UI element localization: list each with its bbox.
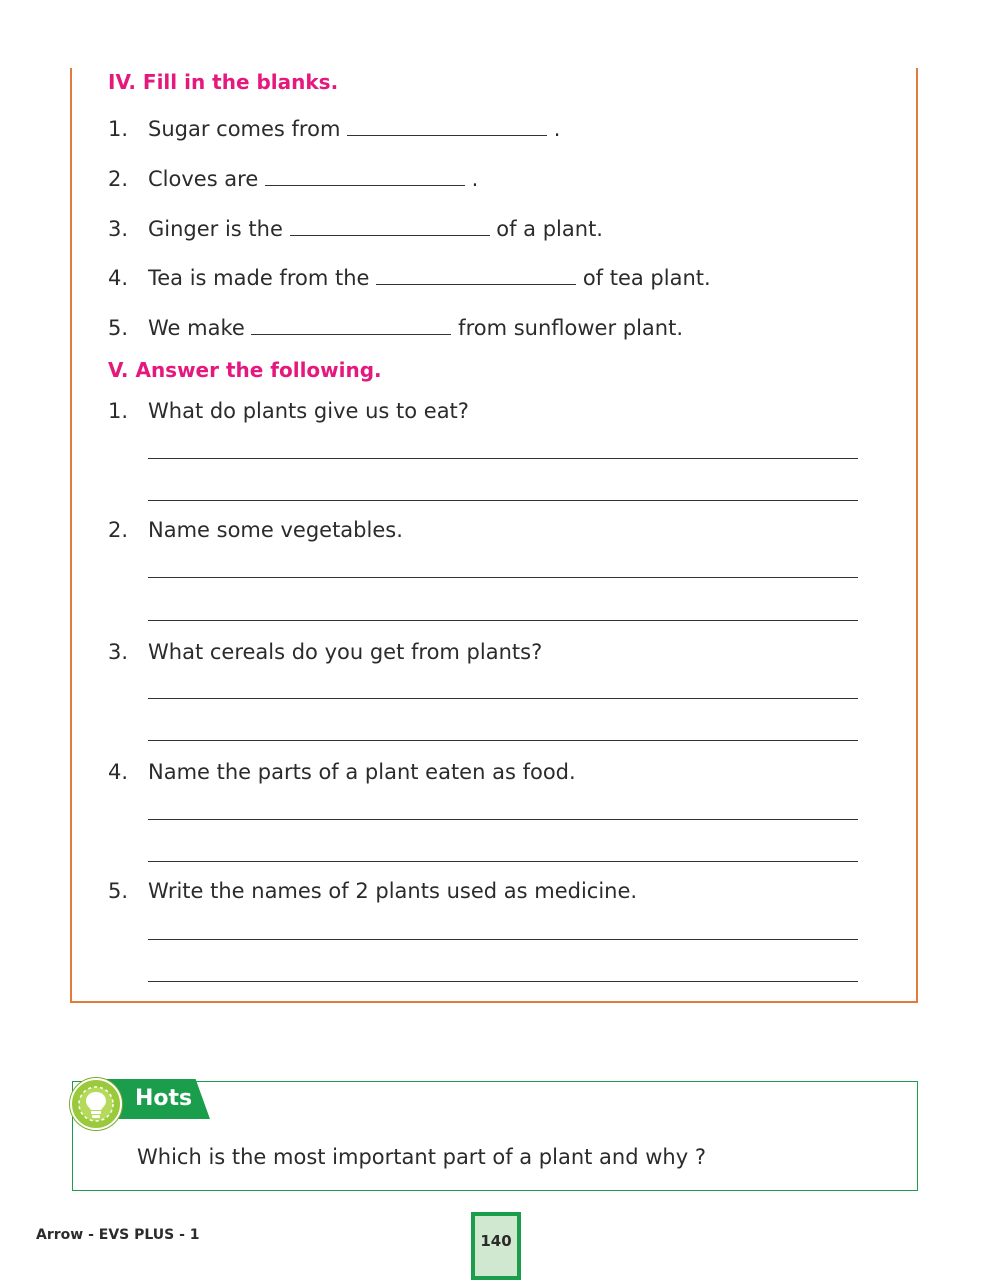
question-3 [108,640,542,664]
question-2 [108,518,403,542]
item-text-before: We make [148,316,245,340]
item-text-after: of tea plant. [582,266,711,290]
blank-item-2 [108,167,478,191]
answer-line[interactable] [148,981,858,982]
item-number: 2. [108,167,129,191]
item-text-before: Cloves are [148,167,259,191]
blank-item-3 [108,217,603,241]
hots-label: Hots [135,1086,193,1111]
lightbulb-icon [70,1078,122,1130]
question-1 [108,399,469,423]
item-text-before: Tea is made from the [148,266,370,290]
answer-line[interactable] [148,458,858,459]
answer-line[interactable] [148,740,858,741]
page-number: 140 [480,1232,512,1250]
question-5 [108,879,637,903]
answer-line[interactable] [148,861,858,862]
item-text-after: of a plant. [496,217,603,241]
item-text-before: Sugar comes from [148,117,341,141]
blank-item-1 [108,117,560,141]
answer-line[interactable] [148,577,858,578]
page-number-box [471,1212,521,1280]
question-number: 4. [108,760,129,784]
answer-line[interactable] [148,819,858,820]
answer-line[interactable] [148,620,858,621]
item-number: 4. [108,266,129,290]
item-number: 5. [108,316,129,340]
question-text: What do plants give us to eat? [148,399,469,423]
question-text: Name the parts of a plant eaten as food. [148,760,576,784]
answer-line[interactable] [148,939,858,940]
hots-question: Which is the most important part of a plant and why ? [137,1145,706,1169]
question-number: 2. [108,518,129,542]
question-text: Write the names of 2 plants used as medicine. [148,879,638,903]
item-text-after: from sunflower plant. [458,316,684,340]
item-number: 3. [108,217,129,241]
book-title: Arrow - EVS PLUS - 1 [36,1227,200,1243]
question-text: What cereals do you get from plants? [148,640,543,664]
answer-line[interactable] [148,500,858,501]
answer-blank[interactable] [347,117,547,136]
answer-blank[interactable] [265,167,465,186]
item-text-after: . [471,167,479,191]
question-number: 1. [108,399,129,423]
item-text-before: Ginger is the [148,217,283,241]
question-text: Name some vegetables. [148,518,403,542]
answer-blank[interactable] [290,217,490,236]
blank-item-4 [108,266,711,290]
section-iv-heading: IV. Fill in the blanks. [108,70,339,94]
question-number: 5. [108,879,129,903]
blank-item-5 [108,316,683,340]
section-v-heading: V. Answer the following. [108,358,382,382]
question-number: 3. [108,640,129,664]
answer-blank[interactable] [376,266,576,285]
answer-line[interactable] [148,698,858,699]
item-number: 1. [108,117,129,141]
answer-blank[interactable] [251,316,451,335]
item-text-after: . [553,117,561,141]
question-4 [108,760,576,784]
